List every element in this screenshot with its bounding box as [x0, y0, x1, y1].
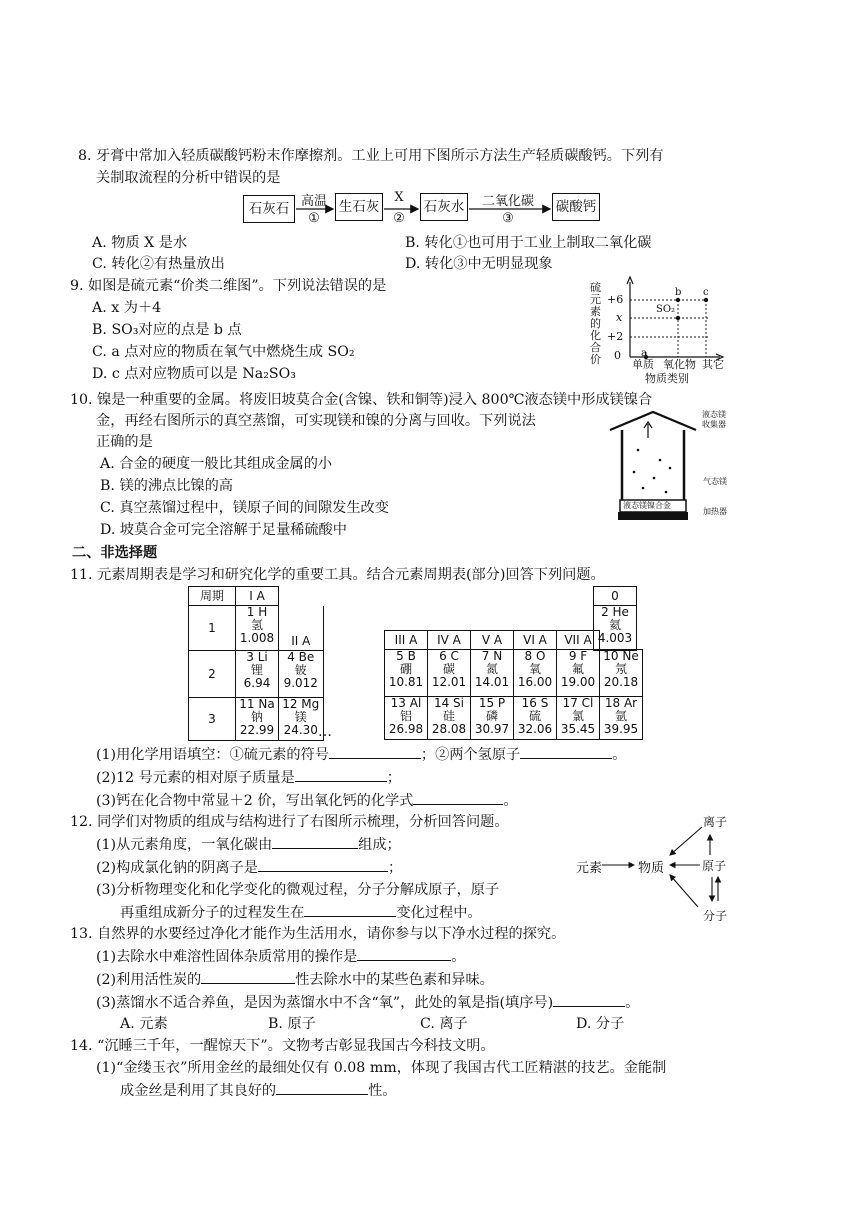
- element-mg: 12 Mg 镁 24.30: [279, 698, 324, 741]
- element-cl: 17 Cl 氯 35.45: [557, 697, 600, 740]
- q13-sub3: (3)蒸馏水不适合养鱼，是因为蒸馏水中不含“氧”，此处的氧是指(填序号) 。: [96, 992, 639, 1013]
- point-c: [704, 298, 708, 302]
- diagram-element: 元素: [576, 861, 603, 876]
- flow-box-limewater: 石灰水: [420, 193, 468, 221]
- answer-blank-co-elements[interactable]: [272, 834, 358, 849]
- q9-option-c: C. a 点对应的物质在氧气中燃烧生成 SO₂: [92, 344, 355, 360]
- q9-stem: 9. 如图是硫元素“价类二维图”。下列说法错误的是: [70, 278, 387, 294]
- element-li: 3 Li 锂 6.94: [236, 651, 279, 698]
- q9-option-a: A. x 为＋4: [92, 300, 162, 316]
- q9-option-d: D. c 点对应物质可以是 Na₂SO₃: [92, 366, 296, 382]
- q11-sub1: (1)用化学用语填空：①硫元素的符号 ；②两个氢原子 。: [96, 744, 626, 765]
- point-b: [676, 298, 680, 302]
- answer-blank-nacl-anion[interactable]: [258, 857, 388, 872]
- q12-sub3-line2: 再重组成新分子的过程发生在 变化过程中。: [120, 902, 482, 923]
- q8-option-a: A. 物质 X 是水: [92, 235, 188, 251]
- arrow-label-co2: 二氧化碳: [481, 194, 534, 209]
- answer-blank-oxygen-meaning[interactable]: [553, 992, 625, 1007]
- q13-option-a: A. 元素: [120, 1016, 168, 1032]
- point-label-b: b: [675, 287, 682, 298]
- q14-sub1-line2: 成金丝是利用了其良好的 性。: [120, 1080, 396, 1101]
- label-heater: 加热器: [703, 507, 727, 516]
- label-vapor: 气态镁: [703, 477, 727, 486]
- period-3: 3: [189, 698, 236, 741]
- q8-stem-line2: 关制取流程的分析中错误的是: [96, 170, 281, 186]
- point-so2: [676, 316, 680, 320]
- diagram-atom: 原子: [702, 859, 727, 873]
- flow-box-quicklime: 生石灰: [335, 193, 383, 221]
- answer-blank-cao-formula[interactable]: [413, 790, 503, 805]
- q12-sub2: (2)构成氯化钠的阴离子是 ；: [96, 857, 402, 878]
- q14-stem: 14. “沉睡三千年，一醒惊天下”。文物考古彰显我国古今科技文明。: [70, 1038, 495, 1054]
- element-al: 13 Al 铝 26.98: [385, 697, 428, 740]
- label-alloy: 液态镁镍合金: [623, 501, 671, 510]
- diagram-substance: 物质: [638, 861, 665, 876]
- label-collector: 液态镁收集器: [702, 410, 726, 429]
- arrow-label-x: X: [394, 190, 404, 205]
- q12-sub3-line1: (3)分析物理变化和化学变化的微观过程，分子分解成原子，原子: [96, 882, 500, 898]
- q10-stem-line2: 金，再经右图所示的真空蒸馏，可实现镁和镍的分离与回收。下列说法: [96, 413, 536, 429]
- element-na: 11 Na 钠 22.99: [236, 698, 279, 741]
- arrow-label-2: ②: [393, 211, 405, 226]
- ytick-x: x: [616, 311, 623, 324]
- xtick-oxide: 氧化物: [663, 358, 696, 371]
- q12-stem: 12. 同学们对物质的组成与结构进行了右图所示梳理，分析回答问题。: [70, 814, 509, 830]
- q13-sub1: (1)去除水中难溶性固体杂质常用的操作是 。: [96, 946, 466, 967]
- answer-blank-sulfur-symbol[interactable]: [329, 744, 421, 759]
- group-header-1a: I A: [236, 587, 279, 606]
- group-header-4a: IV A: [428, 631, 471, 650]
- q10-stem-line1: 10. 镍是一种重要的金属。将废旧坡莫合金(含镍、铁和铜等)浸入 800℃液态镁中形成镁镍合: [70, 392, 653, 408]
- group-header-3a: III A: [385, 631, 428, 650]
- flow-box-calcium-carbonate: 碳酸钙: [552, 193, 600, 221]
- flow-arrows: [0, 0, 867, 260]
- group-header-0: 0: [594, 587, 637, 606]
- element-h: 1 H 氢 1.008: [236, 606, 279, 651]
- ytick-plus2: +2: [607, 330, 624, 343]
- ytick-plus6: +6: [607, 293, 624, 306]
- q13-option-d: D. 分子: [576, 1016, 625, 1032]
- period-header: 周期: [189, 587, 236, 606]
- q14-sub1-line1: (1)“金缕玉衣”所用金丝的最细处仅有 0.08 mm，体现了我国古代工匠精湛的技艺。金能制: [96, 1060, 667, 1076]
- element-c: 6 C 碳 12.01: [428, 650, 471, 697]
- element-s: 16 S 硫 32.06: [514, 697, 557, 740]
- table-ellipsis: …: [318, 724, 332, 740]
- q12-sub1: (1)从元素角度，一氧化碳由 组成；: [96, 834, 401, 855]
- point-label-a: a: [641, 348, 647, 359]
- q13-sub2: (2)利用活性炭的 性去除水中的某些色素和异味。: [96, 969, 494, 990]
- diagram-ion: 离子: [703, 815, 728, 829]
- arrow-label-1: ①: [308, 211, 320, 226]
- q9-chart-ylabel: 硫元素的化合价: [590, 281, 601, 366]
- q13-option-c: C. 离子: [420, 1016, 468, 1032]
- element-b: 5 B 硼 10.81: [385, 650, 428, 697]
- period-2: 2: [189, 651, 236, 698]
- flow-box-limestone: 石灰石: [243, 195, 295, 223]
- q8-option-c: C. 转化②有热量放出: [92, 256, 225, 272]
- q10-option-c: C. 真空蒸馏过程中，镁原子间的间隙发生改变: [100, 500, 389, 516]
- answer-blank-filtration[interactable]: [357, 946, 451, 961]
- element-he: 2 He 氦 4.003: [594, 606, 637, 651]
- q11-sub2: (2)12 号元素的相对原子质量是 ；: [96, 767, 401, 788]
- period-1: 1: [189, 606, 236, 651]
- periodic-table-left: [188, 586, 324, 741]
- group-header-7a: VII A: [557, 631, 600, 650]
- group-header-6a: VI A: [514, 631, 557, 650]
- group-header-2a: II A: [279, 606, 324, 651]
- element-p: 15 P 磷 30.97: [471, 697, 514, 740]
- ytick-0: 0: [614, 349, 621, 362]
- answer-blank-mg-mass[interactable]: [295, 767, 387, 782]
- answer-blank-two-h-atoms[interactable]: [520, 744, 612, 759]
- q8-option-b: B. 转化①也可用于工业上制取二氧化碳: [405, 235, 652, 251]
- element-f: 9 F 氟 19.00: [557, 650, 600, 697]
- element-ar: 18 Ar 氩 39.95: [600, 697, 643, 740]
- point-label-c: c: [703, 287, 709, 298]
- q10-option-d: D. 坡莫合金可完全溶解于足量稀硫酸中: [100, 522, 347, 538]
- arrow-label-high-temp: 高温: [300, 194, 327, 209]
- q13-stem: 13. 自然界的水要经过净化才能作为生活用水，请你参与以下净水过程的探究。: [70, 926, 566, 942]
- element-be: 4 Be 铍 9.012: [279, 651, 324, 698]
- q10-option-b: B. 镁的沸点比镍的高: [100, 478, 233, 494]
- group-header-5a: V A: [471, 631, 514, 650]
- q8-stem-line1: 8. 牙膏中常加入轻质碳酸钙粉末作摩擦剂。工业上可用下图所示方法生产轻质碳酸钙。下列有: [78, 148, 664, 164]
- xtick-other: 其它: [702, 358, 724, 371]
- q11-sub3: (3)钙在化合物中常显＋2 价，写出氧化钙的化学式 。: [96, 790, 518, 811]
- q11-stem: 11. 元素周期表是学习和研究化学的重要工具。结合元素周期表(部分)回答下列问题。: [70, 567, 605, 583]
- answer-blank-adsorption[interactable]: [201, 969, 295, 984]
- point-label-so2: SO₂: [656, 304, 676, 315]
- element-o: 8 O 氧 16.00: [514, 650, 557, 697]
- arrow-label-3: ③: [502, 211, 514, 226]
- q10-stem-line3: 正确的是: [96, 434, 153, 450]
- q12-diagram-arrows: [600, 815, 740, 920]
- element-ne: 10 Ne 氖 20.18: [600, 650, 643, 697]
- diagram-molecule: 分子: [703, 909, 728, 923]
- periodic-table-right: [384, 630, 643, 740]
- element-si: 14 Si 硅 28.08: [428, 697, 471, 740]
- element-n: 7 N 氮 14.01: [471, 650, 514, 697]
- q10-option-a: A. 合金的硬度一般比其组成金属的小: [100, 456, 333, 472]
- q9-chart-xlabel: 物质类别: [645, 372, 689, 385]
- q13-option-b: B. 原子: [268, 1016, 316, 1032]
- answer-blank-change-type[interactable]: [304, 902, 396, 917]
- answer-blank-ductility[interactable]: [276, 1080, 368, 1095]
- xtick-element: 单质: [632, 358, 654, 371]
- section-2-heading: 二、非选择题: [72, 545, 158, 561]
- q9-option-b: B. SO₃对应的点是 b 点: [92, 322, 242, 338]
- q8-option-d: D. 转化③中无明显现象: [405, 256, 553, 272]
